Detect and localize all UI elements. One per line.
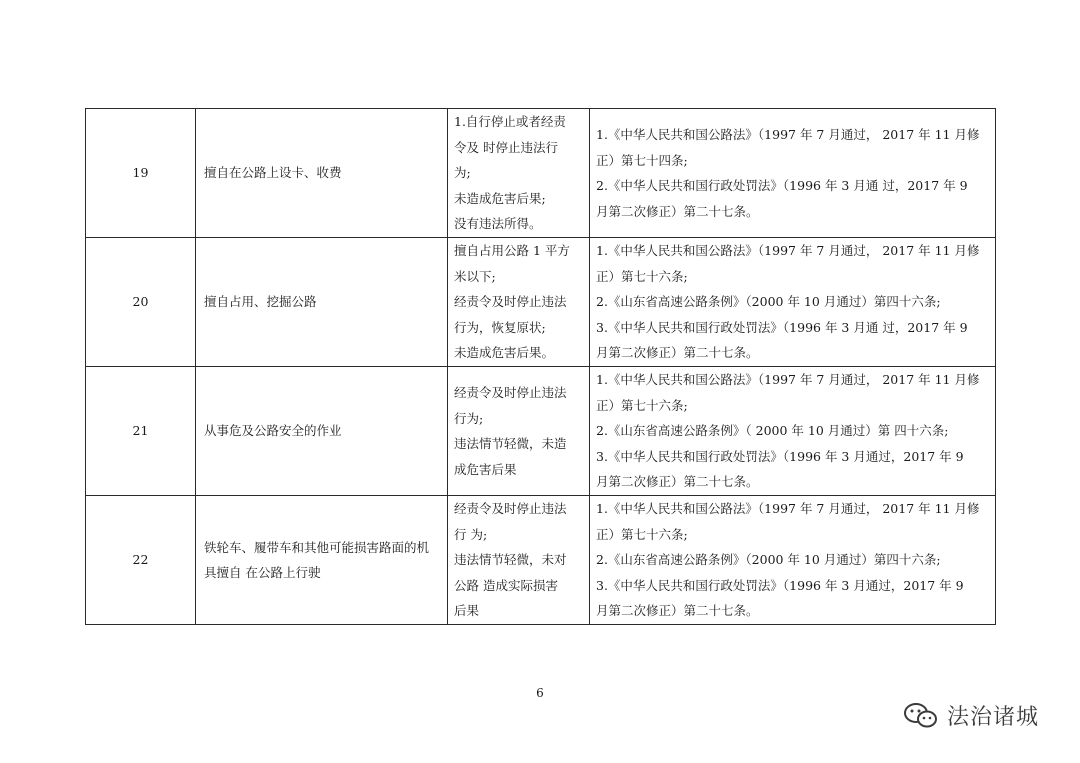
exemption-conditions-line: 未造成危害后果。 [454,345,555,361]
row-number: 22 [86,496,196,625]
row-number: 20 [86,238,196,367]
exemption-conditions-line: 擅自占用公路 1 平方 [454,243,570,259]
table-row [86,238,996,367]
violation-act [196,109,448,238]
exemption-conditions [448,367,590,496]
legal-basis-line: 1.《中华人民共和国公路法》（1997 年 7 月通过， 2017 年 11 月修 [596,372,980,388]
exemption-conditions-line: 经责令及时停止违法 [454,501,567,517]
legal-basis-line: 2.《中华人民共和国行政处罚法》（1996 年 3 月通 过，2017 年 9 [596,178,968,193]
exemption-conditions-line: 米以下; [454,268,496,284]
exemption-conditions-line: 令及 时停止违法行 [454,139,558,155]
exemption-conditions-line: 成危害后果 [454,461,517,477]
legal-basis-line: 3.《中华人民共和国行政处罚法》（1996 年 3 月通 过，2017 年 9 [596,319,968,335]
page-number: 6 [536,686,544,700]
legal-basis-line: 3.《中华人民共和国行政处罚法》（1996 年 3 月通过，2017 年 9 [596,577,964,593]
legal-basis-line: 月第二次修正）第二十七条。 [596,603,759,619]
legal-basis-line: 1.《中华人民共和国公路法》（1997 年 7 月通过， 2017 年 11 月修 [596,501,980,517]
table-row [86,496,996,625]
legal-basis-line: 正）第七十六条; [596,268,688,284]
wechat-icon [903,702,939,730]
legal-basis-line: 正）第七十四条; [596,152,688,168]
violation-act-line: 铁轮车、履带车和其他可能损害路面的机 [204,539,430,555]
legal-basis-line: 3.《中华人民共和国行政处罚法》（1996 年 3 月通过，2017 年 9 [596,448,964,464]
legal-basis-line: 1.《中华人民共和国公路法》（1997 年 7 月通过， 2017 年 11 月修 [596,127,980,142]
exemption-conditions-line: 公路 造成实际损害 [454,577,558,593]
exemption-conditions-line: 1.自行停止或者经责 [454,114,566,130]
legal-basis-line: 2.《山东省高速公路条例》（2000 年 10 月通过）第四十六条; [596,552,941,568]
legal-basis-line: 正）第七十六条; [596,526,688,542]
row-number: 19 [86,109,196,238]
watermark [903,700,1039,731]
exemption-conditions-line: 行 为; [454,526,488,542]
exemption-conditions [448,238,590,367]
watermark-text: 法治诸城 [947,705,1040,730]
exemption-conditions-line: 经责令及时停止违法 [454,294,567,310]
violation-act-line: 擅自占用、挖掘公路 [204,294,317,310]
violation-act [196,367,448,496]
legal-basis-line: 2.《山东省高速公路条例》（2000 年 10 月通过）第四十六条; [596,294,941,310]
legal-basis-line: 月第二次修正）第二十七条。 [596,474,759,490]
legal-basis-line: 月第二次修正）第二十七条。 [596,345,759,361]
legal-basis-line: 1.《中华人民共和国公路法》（1997 年 7 月通过， 2017 年 11 月修 [596,243,980,259]
legal-basis-line: 正）第七十六条; [596,397,688,413]
exemption-conditions-line: 为; [454,165,471,181]
legal-basis-line: 月第二次修正）第二十七条。 [596,203,759,219]
table-row [86,109,996,238]
legal-basis-line: 2.《山东省高速公路条例》（ 2000 年 10 月通过）第 四十六条; [596,423,949,439]
violation-act-line: 从事危及公路安全的作业 [204,423,342,439]
legal-basis [590,367,996,496]
exemption-conditions-line: 违法情节轻微，未造 [454,436,567,451]
legal-basis [590,238,996,367]
legal-basis [590,109,996,238]
violation-act [196,238,448,367]
exemption-conditions-line: 未造成危害后果; [454,190,546,206]
exemption-conditions [448,496,590,625]
legal-basis [590,496,996,625]
exemption-conditions-line: 没有违法所得。 [454,216,542,232]
exemption-conditions-line: 经责令及时停止违法 [454,385,567,400]
exemption-conditions-line: 行为; [454,410,484,426]
violation-act-line: 具擅自 在公路上行驶 [204,565,321,580]
penalty-exemption-table [85,108,996,625]
exemption-conditions [448,109,590,238]
row-number: 21 [86,367,196,496]
violation-act [196,496,448,625]
exemption-conditions-line: 违法情节轻微，未对 [454,552,567,568]
exemption-conditions-line: 行为，恢复原状; [454,319,546,335]
table-row [86,367,996,496]
violation-act-line: 擅自在公路上设卡、收费 [204,165,342,181]
exemption-conditions-line: 后果 [454,603,480,619]
